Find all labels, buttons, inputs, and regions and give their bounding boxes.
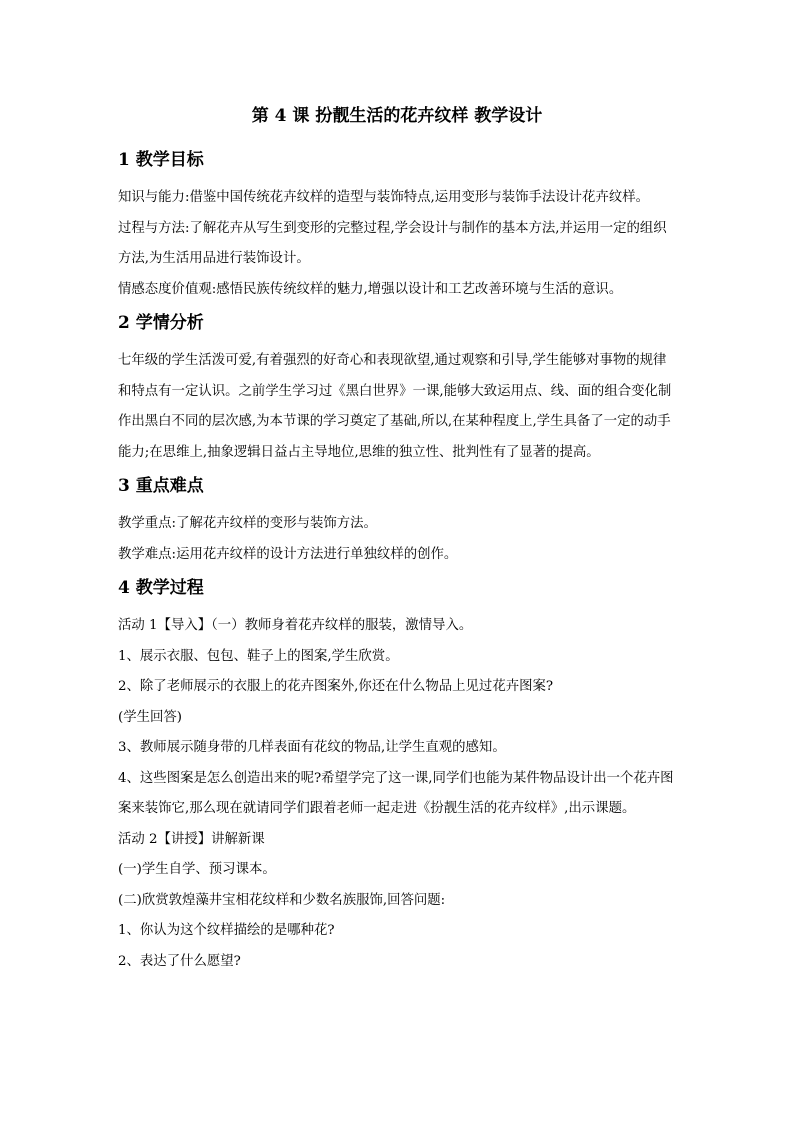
paragraph: (一)学生自学、预习课本。: [118, 862, 276, 877]
paragraph: (学生回答): [118, 709, 183, 725]
section-heading-analysis: 2 学情分析: [118, 313, 204, 333]
paragraph: 教学重点:了解花卉纹样的变形与装饰方法。: [118, 516, 377, 531]
section-heading-objectives: 1 教学目标: [118, 150, 204, 170]
paragraph: 七年级的学生活泼可爱,有着强烈的好奇心和表现欲望,通过观察和引导,学生能够对事物的规律和特点有一定认识。之前学生学习过《黑白世界》一课,能够大致运用点、线、面的组合变化制作出黑白不同的层次感,为本节课的学习奠定了基础,所以,在某种程度上,学生具备了一定的动手能力;在思维上,抽象逻辑日益占主导地位,思维的独立性、批判性有了显著的提高。: [118, 353, 672, 460]
section-heading-process: 4 教学过程: [118, 578, 204, 598]
document-title: 第 4 课 扮靓生活的花卉纹样 教学设计: [251, 106, 543, 126]
paragraph: 教学难点:运用花卉纹样的设计方法进行单独纹样的创作。: [118, 546, 458, 562]
paragraph: 1、展示衣服、包包、鞋子上的图案,学生欣赏。: [118, 648, 399, 664]
paragraph: 1、你认为这个纹样描绘的是哪种花?: [118, 923, 335, 938]
paragraph: 活动 1【导入】（一）教师身着花卉纹样的服装，激情导入。: [118, 618, 473, 633]
paragraph: 2、表达了什么愿望?: [118, 953, 241, 969]
paragraph: 知识与能力:借鉴中国传统花卉纹样的造型与装饰特点,运用变形与装饰手法设计花卉纹样。: [118, 190, 649, 205]
paragraph: 3、教师展示随身带的几样表面有花纹的物品,让学生直观的感知。: [118, 740, 506, 755]
paragraph: (二)欣赏敦煌藻井宝相花纹样和少数名族服饰,回答问题:: [118, 892, 446, 908]
paragraph: 4、这些图案是怎么创造出来的呢?希望学完了这一课,同学们也能为某件物品设计出一个花卉图案来装饰它,那么现在就请同学们跟着老师一起走进《扮靓生活的花卉纹样》,出示课题。: [118, 770, 674, 816]
paragraph: 活动 2【讲授】讲解新课: [118, 831, 265, 847]
paragraph: 情感态度价值观:感悟民族传统纹样的魅力,增强以设计和工艺改善环境与生活的意识。: [118, 281, 623, 297]
section-heading-key-points: 3 重点难点: [118, 476, 204, 496]
paragraph: 过程与方法:了解花卉从写生到变形的完整过程,学会设计与制作的基本方法,并运用一定的组织方法,为生活用品进行装饰设计。: [118, 220, 667, 266]
document-body: [118, 148, 678, 977]
paragraph: 2、除了老师展示的衣服上的花卉图案外,你还在什么物品上见过花卉图案?: [118, 679, 554, 694]
